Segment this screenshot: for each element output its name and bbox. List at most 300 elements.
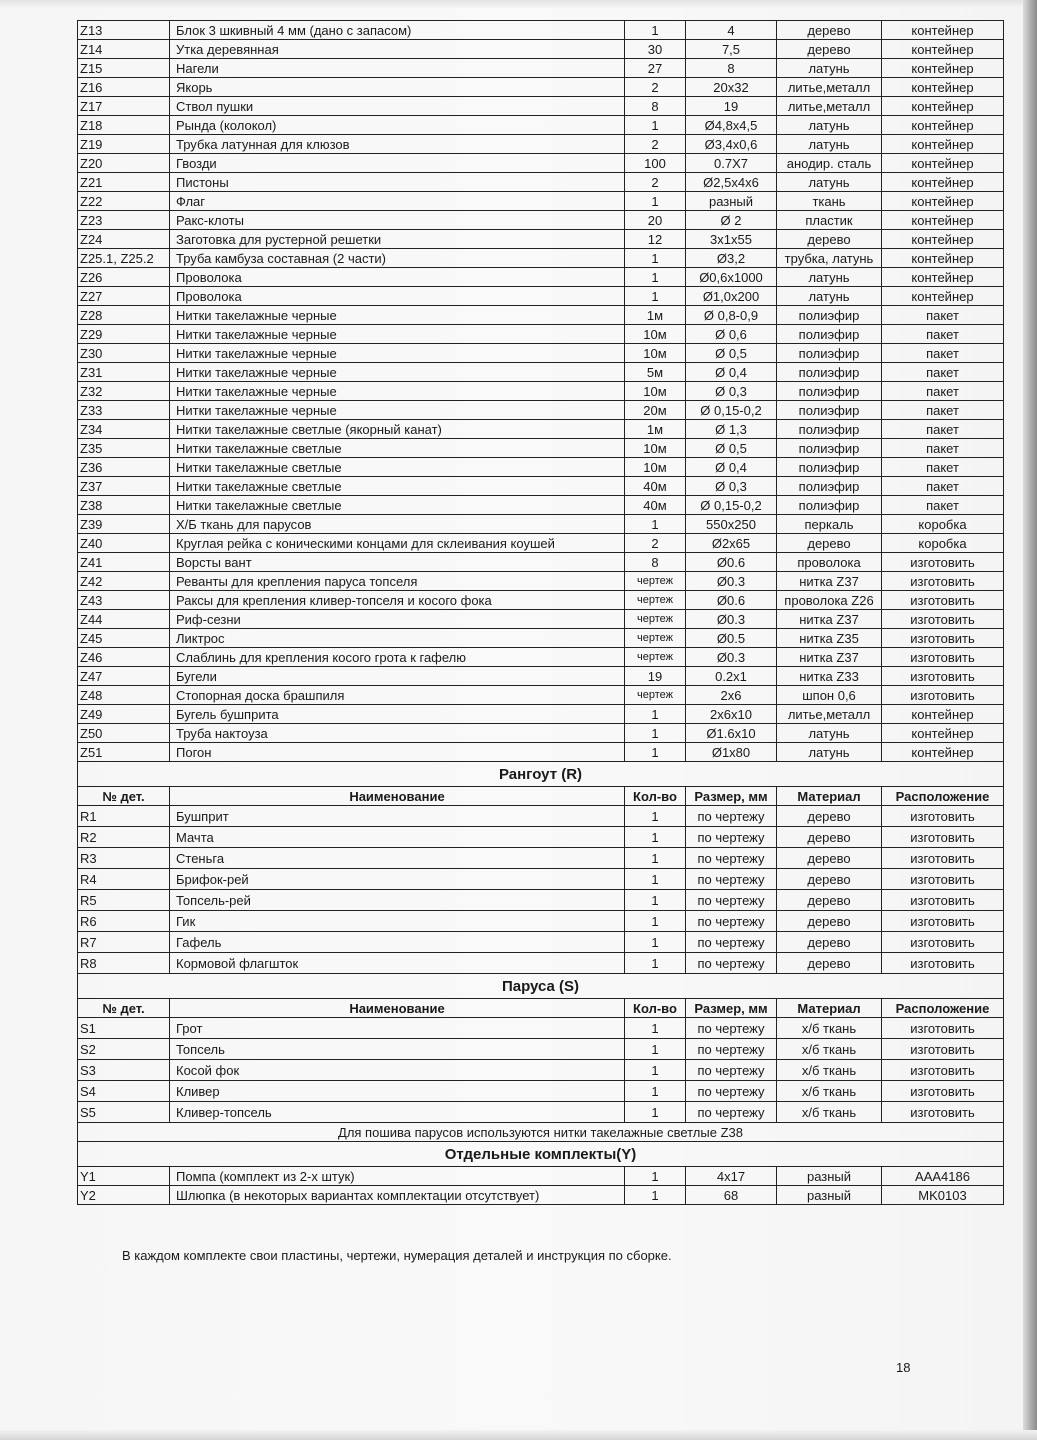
part-qty-cell: 1 bbox=[625, 249, 686, 268]
part-qty-cell: чертеж bbox=[625, 610, 686, 629]
part-id-cell: Y1 bbox=[78, 1167, 170, 1186]
part-material-cell: полиэфир bbox=[777, 325, 882, 344]
part-qty-cell: чертеж bbox=[625, 591, 686, 610]
part-qty-cell: 100 bbox=[625, 154, 686, 173]
part-location-cell: контейнер bbox=[882, 268, 1004, 287]
table-row bbox=[78, 1039, 1004, 1060]
part-id-cell: Z18 bbox=[78, 116, 170, 135]
column-header-row bbox=[78, 787, 1004, 806]
column-header-qty: Кол-во bbox=[625, 787, 686, 806]
part-name-cell: Топсель bbox=[170, 1039, 625, 1060]
part-size-cell: 7,5 bbox=[686, 40, 777, 59]
part-id-cell: Z29 bbox=[78, 325, 170, 344]
part-size-cell: разный bbox=[686, 192, 777, 211]
part-location-cell: изготовить bbox=[882, 572, 1004, 591]
part-qty-cell: 1 bbox=[625, 848, 686, 869]
part-id-cell: Z36 bbox=[78, 458, 170, 477]
column-header-id: № дет. bbox=[78, 999, 170, 1018]
part-qty-cell: 19 bbox=[625, 667, 686, 686]
part-material-cell: литье,металл bbox=[777, 78, 882, 97]
part-name-cell: Ствол пушки bbox=[170, 97, 625, 116]
part-name-cell: Утка деревянная bbox=[170, 40, 625, 59]
part-size-cell: Ø 0,6 bbox=[686, 325, 777, 344]
part-qty-cell: 2 bbox=[625, 534, 686, 553]
part-qty-cell: 1 bbox=[625, 911, 686, 932]
part-qty-cell: 10м bbox=[625, 344, 686, 363]
part-size-cell: 2x6x10 bbox=[686, 705, 777, 724]
part-size-cell: Ø0.3 bbox=[686, 648, 777, 667]
part-material-cell: дерево bbox=[777, 230, 882, 249]
part-qty-cell: 1 bbox=[625, 268, 686, 287]
table-row bbox=[78, 572, 1004, 591]
part-qty-cell: 1 bbox=[625, 1167, 686, 1186]
part-size-cell: Ø4,8x4,5 bbox=[686, 116, 777, 135]
part-material-cell: дерево bbox=[777, 890, 882, 911]
part-name-cell: Нитки такелажные черные bbox=[170, 344, 625, 363]
table-row bbox=[78, 1167, 1004, 1186]
part-size-cell: по чертежу bbox=[686, 806, 777, 827]
part-location-cell: пакет bbox=[882, 325, 1004, 344]
part-location-cell: AAA4186 bbox=[882, 1167, 1004, 1186]
part-qty-cell: 1 bbox=[625, 953, 686, 974]
table-row bbox=[78, 648, 1004, 667]
column-header-location: Расположение bbox=[882, 999, 1004, 1018]
part-id-cell: Z28 bbox=[78, 306, 170, 325]
table-row bbox=[78, 173, 1004, 192]
part-size-cell: Ø 0,15-0,2 bbox=[686, 496, 777, 515]
table-row bbox=[78, 1186, 1004, 1205]
part-id-cell: S4 bbox=[78, 1081, 170, 1102]
part-name-cell: Грот bbox=[170, 1018, 625, 1039]
table-row bbox=[78, 325, 1004, 344]
part-name-cell: Помпа (комплект из 2-х штук) bbox=[170, 1167, 625, 1186]
parts-table bbox=[77, 20, 1004, 1205]
part-material-cell: латунь bbox=[777, 743, 882, 762]
part-qty-cell: 10м bbox=[625, 458, 686, 477]
table-row bbox=[78, 78, 1004, 97]
kits-title-row bbox=[78, 1142, 1004, 1167]
table-row bbox=[78, 230, 1004, 249]
part-size-cell: Ø0.6 bbox=[686, 591, 777, 610]
part-location-cell: изготовить bbox=[882, 648, 1004, 667]
note-row bbox=[78, 1123, 1004, 1142]
part-qty-cell: 1 bbox=[625, 827, 686, 848]
part-id-cell: Z30 bbox=[78, 344, 170, 363]
part-name-cell: Риф-сезни bbox=[170, 610, 625, 629]
part-id-cell: Z48 bbox=[78, 686, 170, 705]
column-header-id: № дет. bbox=[78, 787, 170, 806]
part-size-cell: Ø 0,3 bbox=[686, 477, 777, 496]
part-material-cell: полиэфир bbox=[777, 401, 882, 420]
table-row bbox=[78, 420, 1004, 439]
column-header-name: Наименование bbox=[170, 787, 625, 806]
part-material-cell: полиэфир bbox=[777, 382, 882, 401]
part-qty-cell: чертеж bbox=[625, 648, 686, 667]
part-id-cell: R5 bbox=[78, 890, 170, 911]
part-location-cell: изготовить bbox=[882, 629, 1004, 648]
part-qty-cell: 1м bbox=[625, 306, 686, 325]
table-row bbox=[78, 848, 1004, 869]
part-id-cell: Z51 bbox=[78, 743, 170, 762]
part-size-cell: 4 bbox=[686, 21, 777, 40]
part-size-cell: Ø0.5 bbox=[686, 629, 777, 648]
part-qty-cell: 8 bbox=[625, 553, 686, 572]
part-id-cell: Z14 bbox=[78, 40, 170, 59]
table-row bbox=[78, 401, 1004, 420]
part-size-cell: 20x32 bbox=[686, 78, 777, 97]
part-material-cell: литье,металл bbox=[777, 97, 882, 116]
part-name-cell: Нитки такелажные черные bbox=[170, 401, 625, 420]
part-material-cell: нитка Z35 bbox=[777, 629, 882, 648]
part-id-cell: Z21 bbox=[78, 173, 170, 192]
part-location-cell: контейнер bbox=[882, 59, 1004, 78]
table-row bbox=[78, 344, 1004, 363]
part-size-cell: Ø 0,4 bbox=[686, 363, 777, 382]
part-location-cell: контейнер bbox=[882, 97, 1004, 116]
part-name-cell: Шлюпка (в некоторых вариантах комплектации отсутствует) bbox=[170, 1186, 625, 1205]
part-location-cell: контейнер bbox=[882, 173, 1004, 192]
part-qty-cell: 1 bbox=[625, 1018, 686, 1039]
part-size-cell: 4x17 bbox=[686, 1167, 777, 1186]
table-row bbox=[78, 306, 1004, 325]
rangout-section bbox=[78, 762, 1004, 974]
table-row bbox=[78, 953, 1004, 974]
part-id-cell: R1 bbox=[78, 806, 170, 827]
part-qty-cell: 12 bbox=[625, 230, 686, 249]
part-material-cell: дерево bbox=[777, 827, 882, 848]
part-name-cell: Погон bbox=[170, 743, 625, 762]
part-name-cell: Кливер bbox=[170, 1081, 625, 1102]
part-qty-cell: 20м bbox=[625, 401, 686, 420]
part-material-cell: полиэфир bbox=[777, 306, 882, 325]
table-row bbox=[78, 287, 1004, 306]
part-location-cell: контейнер bbox=[882, 116, 1004, 135]
part-qty-cell: 1 bbox=[625, 21, 686, 40]
part-location-cell: пакет bbox=[882, 401, 1004, 420]
part-id-cell: Z31 bbox=[78, 363, 170, 382]
part-id-cell: Z22 bbox=[78, 192, 170, 211]
part-size-cell: Ø1x80 bbox=[686, 743, 777, 762]
part-size-cell: Ø 0,8-0,9 bbox=[686, 306, 777, 325]
part-size-cell: по чертежу bbox=[686, 932, 777, 953]
part-size-cell: Ø2,5x4x6 bbox=[686, 173, 777, 192]
part-id-cell: Z16 bbox=[78, 78, 170, 97]
part-size-cell: 19 bbox=[686, 97, 777, 116]
table-row bbox=[78, 477, 1004, 496]
part-id-cell: S3 bbox=[78, 1060, 170, 1081]
part-material-cell: дерево bbox=[777, 869, 882, 890]
part-qty-cell: 2 bbox=[625, 78, 686, 97]
section-title: Рангоут (R) bbox=[78, 762, 1004, 787]
part-id-cell: Z27 bbox=[78, 287, 170, 306]
part-location-cell: контейнер bbox=[882, 249, 1004, 268]
part-size-cell: Ø 0,15-0,2 bbox=[686, 401, 777, 420]
part-name-cell: Х/Б ткань для парусов bbox=[170, 515, 625, 534]
part-id-cell: Z34 bbox=[78, 420, 170, 439]
part-id-cell: Z40 bbox=[78, 534, 170, 553]
part-location-cell: коробка bbox=[882, 534, 1004, 553]
table-row bbox=[78, 1018, 1004, 1039]
part-name-cell: Нитки такелажные светлые bbox=[170, 439, 625, 458]
part-location-cell: изготовить bbox=[882, 932, 1004, 953]
part-name-cell: Ракс-клоты bbox=[170, 211, 625, 230]
table-row bbox=[78, 116, 1004, 135]
part-id-cell: Z26 bbox=[78, 268, 170, 287]
part-location-cell: пакет bbox=[882, 458, 1004, 477]
table-row bbox=[78, 211, 1004, 230]
part-material-cell: х/б ткань bbox=[777, 1060, 882, 1081]
part-name-cell: Труба нактоуза bbox=[170, 724, 625, 743]
part-name-cell: Нитки такелажные черные bbox=[170, 382, 625, 401]
part-location-cell: изготовить bbox=[882, 848, 1004, 869]
table-row bbox=[78, 59, 1004, 78]
part-name-cell: Нитки такелажные черные bbox=[170, 363, 625, 382]
part-material-cell: латунь bbox=[777, 268, 882, 287]
part-material-cell: х/б ткань bbox=[777, 1081, 882, 1102]
part-qty-cell: 8 bbox=[625, 97, 686, 116]
part-name-cell: Рында (колокол) bbox=[170, 116, 625, 135]
part-material-cell: дерево bbox=[777, 21, 882, 40]
part-location-cell: пакет bbox=[882, 363, 1004, 382]
part-id-cell: Z41 bbox=[78, 553, 170, 572]
part-location-cell: изготовить bbox=[882, 806, 1004, 827]
part-material-cell: полиэфир bbox=[777, 477, 882, 496]
part-id-cell: Z32 bbox=[78, 382, 170, 401]
part-location-cell: изготовить bbox=[882, 890, 1004, 911]
table-row bbox=[78, 363, 1004, 382]
part-name-cell: Проволока bbox=[170, 287, 625, 306]
table-row bbox=[78, 534, 1004, 553]
table-row bbox=[78, 21, 1004, 40]
part-location-cell: контейнер bbox=[882, 743, 1004, 762]
part-size-cell: Ø0.3 bbox=[686, 572, 777, 591]
part-location-cell: MK0103 bbox=[882, 1186, 1004, 1205]
part-size-cell: 550x250 bbox=[686, 515, 777, 534]
part-id-cell: Y2 bbox=[78, 1186, 170, 1205]
part-id-cell: Z47 bbox=[78, 667, 170, 686]
part-location-cell: контейнер bbox=[882, 211, 1004, 230]
part-size-cell: Ø 0,5 bbox=[686, 439, 777, 458]
part-material-cell: полиэфир bbox=[777, 420, 882, 439]
part-qty-cell: 1 bbox=[625, 1039, 686, 1060]
part-size-cell: 3x1x55 bbox=[686, 230, 777, 249]
column-header-location: Расположение bbox=[882, 787, 1004, 806]
scan-shadow-top bbox=[0, 0, 1037, 8]
part-name-cell: Стеньга bbox=[170, 848, 625, 869]
table-row bbox=[78, 827, 1004, 848]
part-location-cell: контейнер bbox=[882, 230, 1004, 249]
part-size-cell: Ø0,6x1000 bbox=[686, 268, 777, 287]
part-size-cell: Ø3,2 bbox=[686, 249, 777, 268]
part-id-cell: S1 bbox=[78, 1018, 170, 1039]
part-id-cell: Z33 bbox=[78, 401, 170, 420]
part-id-cell: Z13 bbox=[78, 21, 170, 40]
part-id-cell: Z24 bbox=[78, 230, 170, 249]
part-qty-cell: 2 bbox=[625, 173, 686, 192]
part-name-cell: Слаблинь для крепления косого грота к гафелю bbox=[170, 648, 625, 667]
part-name-cell: Круглая рейка с коническими концами для склеивания коушей bbox=[170, 534, 625, 553]
part-size-cell: по чертежу bbox=[686, 1039, 777, 1060]
part-location-cell: пакет bbox=[882, 496, 1004, 515]
table-row bbox=[78, 268, 1004, 287]
table-row bbox=[78, 192, 1004, 211]
table-row bbox=[78, 40, 1004, 59]
part-material-cell: латунь bbox=[777, 135, 882, 154]
part-material-cell: х/б ткань bbox=[777, 1102, 882, 1123]
column-header-name: Наименование bbox=[170, 999, 625, 1018]
table-row bbox=[78, 629, 1004, 648]
part-size-cell: Ø 0,3 bbox=[686, 382, 777, 401]
part-qty-cell: 20 bbox=[625, 211, 686, 230]
page-number: 18 bbox=[896, 1360, 911, 1375]
part-location-cell: контейнер bbox=[882, 724, 1004, 743]
part-qty-cell: чертеж bbox=[625, 686, 686, 705]
table-row bbox=[78, 724, 1004, 743]
table-row bbox=[78, 1102, 1004, 1123]
table-row bbox=[78, 249, 1004, 268]
part-qty-cell: 10м bbox=[625, 439, 686, 458]
part-name-cell: Гик bbox=[170, 911, 625, 932]
part-size-cell: Ø 0,5 bbox=[686, 344, 777, 363]
part-location-cell: контейнер bbox=[882, 78, 1004, 97]
part-material-cell: полиэфир bbox=[777, 363, 882, 382]
part-id-cell: R4 bbox=[78, 869, 170, 890]
column-header-size: Размер, мм bbox=[686, 787, 777, 806]
kits-section bbox=[78, 1142, 1004, 1205]
part-material-cell: полиэфир bbox=[777, 344, 882, 363]
part-qty-cell: чертеж bbox=[625, 572, 686, 591]
sails-section bbox=[78, 974, 1004, 1142]
part-size-cell: по чертежу bbox=[686, 953, 777, 974]
part-location-cell: изготовить bbox=[882, 827, 1004, 848]
part-name-cell: Гафель bbox=[170, 932, 625, 953]
part-qty-cell: чертеж bbox=[625, 629, 686, 648]
part-material-cell: разный bbox=[777, 1167, 882, 1186]
part-location-cell: изготовить bbox=[882, 1039, 1004, 1060]
part-material-cell: дерево bbox=[777, 534, 882, 553]
part-material-cell: дерево bbox=[777, 932, 882, 953]
part-name-cell: Блок 3 шкивный 4 мм (дано с запасом) bbox=[170, 21, 625, 40]
part-material-cell: нитка Z33 bbox=[777, 667, 882, 686]
part-size-cell: 0.7X7 bbox=[686, 154, 777, 173]
part-name-cell: Раксы для крепления кливер-топселя и косого фока bbox=[170, 591, 625, 610]
part-size-cell: по чертежу bbox=[686, 890, 777, 911]
part-size-cell: Ø0.3 bbox=[686, 610, 777, 629]
part-name-cell: Нагели bbox=[170, 59, 625, 78]
part-material-cell: дерево bbox=[777, 806, 882, 827]
part-qty-cell: 1 bbox=[625, 192, 686, 211]
part-id-cell: Z35 bbox=[78, 439, 170, 458]
part-material-cell: х/б ткань bbox=[777, 1018, 882, 1039]
part-qty-cell: 1 bbox=[625, 869, 686, 890]
part-size-cell: 8 bbox=[686, 59, 777, 78]
part-size-cell: по чертежу bbox=[686, 1081, 777, 1102]
part-location-cell: изготовить bbox=[882, 869, 1004, 890]
part-qty-cell: 30 bbox=[625, 40, 686, 59]
part-id-cell: R8 bbox=[78, 953, 170, 974]
part-material-cell: полиэфир bbox=[777, 439, 882, 458]
part-id-cell: R7 bbox=[78, 932, 170, 953]
part-qty-cell: 1 bbox=[625, 1081, 686, 1102]
part-location-cell: контейнер bbox=[882, 705, 1004, 724]
column-header-material: Материал bbox=[777, 999, 882, 1018]
part-id-cell: Z19 bbox=[78, 135, 170, 154]
part-size-cell: по чертежу bbox=[686, 1060, 777, 1081]
part-name-cell: Флаг bbox=[170, 192, 625, 211]
part-material-cell: пластик bbox=[777, 211, 882, 230]
table-row bbox=[78, 1060, 1004, 1081]
part-size-cell: по чертежу bbox=[686, 827, 777, 848]
part-location-cell: изготовить bbox=[882, 911, 1004, 932]
part-location-cell: коробка bbox=[882, 515, 1004, 534]
part-material-cell: проволока bbox=[777, 553, 882, 572]
part-size-cell: 0.2x1 bbox=[686, 667, 777, 686]
part-name-cell: Гвозди bbox=[170, 154, 625, 173]
part-id-cell: Z15 bbox=[78, 59, 170, 78]
part-size-cell: Ø 2 bbox=[686, 211, 777, 230]
part-qty-cell: 1 bbox=[625, 1102, 686, 1123]
part-name-cell: Проволока bbox=[170, 268, 625, 287]
part-location-cell: изготовить bbox=[882, 1018, 1004, 1039]
table-row bbox=[78, 515, 1004, 534]
part-location-cell: пакет bbox=[882, 477, 1004, 496]
part-id-cell: Z45 bbox=[78, 629, 170, 648]
part-location-cell: пакет bbox=[882, 306, 1004, 325]
part-size-cell: Ø 1,3 bbox=[686, 420, 777, 439]
part-location-cell: пакет bbox=[882, 439, 1004, 458]
part-location-cell: изготовить bbox=[882, 953, 1004, 974]
part-material-cell: нитка Z37 bbox=[777, 648, 882, 667]
part-location-cell: контейнер bbox=[882, 135, 1004, 154]
section-title: Паруса (S) bbox=[78, 974, 1004, 999]
table-row bbox=[78, 1081, 1004, 1102]
part-location-cell: контейнер bbox=[882, 287, 1004, 306]
part-size-cell: по чертежу bbox=[686, 1018, 777, 1039]
part-size-cell: Ø1,0x200 bbox=[686, 287, 777, 306]
part-name-cell: Стопорная доска брашпиля bbox=[170, 686, 625, 705]
part-id-cell: Z20 bbox=[78, 154, 170, 173]
part-name-cell: Нитки такелажные черные bbox=[170, 306, 625, 325]
part-name-cell: Бугель бушприта bbox=[170, 705, 625, 724]
column-header-size: Размер, мм bbox=[686, 999, 777, 1018]
part-size-cell: Ø 0,4 bbox=[686, 458, 777, 477]
part-qty-cell: 1 bbox=[625, 705, 686, 724]
part-id-cell: Z46 bbox=[78, 648, 170, 667]
part-qty-cell: 40м bbox=[625, 496, 686, 515]
part-name-cell: Нитки такелажные черные bbox=[170, 325, 625, 344]
part-location-cell: контейнер bbox=[882, 21, 1004, 40]
part-qty-cell: 1м bbox=[625, 420, 686, 439]
part-name-cell: Бугели bbox=[170, 667, 625, 686]
part-location-cell: пакет bbox=[882, 382, 1004, 401]
part-id-cell: R3 bbox=[78, 848, 170, 869]
part-material-cell: дерево bbox=[777, 848, 882, 869]
part-name-cell: Топсель-рей bbox=[170, 890, 625, 911]
part-id-cell: S5 bbox=[78, 1102, 170, 1123]
table-row bbox=[78, 686, 1004, 705]
part-location-cell: пакет bbox=[882, 420, 1004, 439]
table-row bbox=[78, 610, 1004, 629]
part-qty-cell: 2 bbox=[625, 135, 686, 154]
section-title: Отдельные комплекты(Y) bbox=[78, 1142, 1004, 1167]
part-name-cell: Нитки такелажные светлые bbox=[170, 496, 625, 515]
part-name-cell: Брифок-рей bbox=[170, 869, 625, 890]
table-row bbox=[78, 806, 1004, 827]
table-row bbox=[78, 743, 1004, 762]
part-location-cell: изготовить bbox=[882, 667, 1004, 686]
part-id-cell: Z49 bbox=[78, 705, 170, 724]
table-row bbox=[78, 890, 1004, 911]
